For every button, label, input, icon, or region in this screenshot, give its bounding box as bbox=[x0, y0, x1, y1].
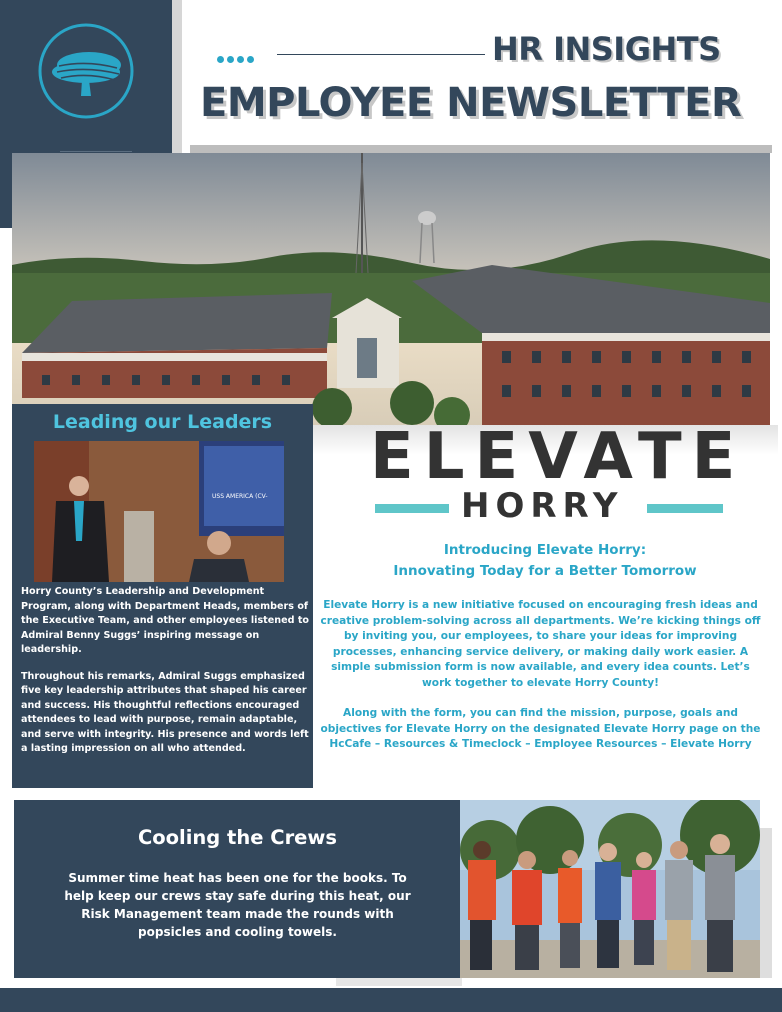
elevate-heading bbox=[320, 540, 770, 582]
cooling-title: Cooling the Crews bbox=[137, 826, 338, 849]
leading-photo bbox=[34, 441, 284, 582]
horry-line-right bbox=[647, 504, 723, 513]
crew-photo-shadow bbox=[758, 828, 772, 978]
header-band bbox=[190, 145, 772, 153]
series-title: HR INSIGHTS bbox=[492, 30, 721, 68]
crew-photo bbox=[460, 800, 760, 978]
elevate-logo: ELEVATE bbox=[370, 420, 746, 494]
cooling-body: Summer time heat has been one for the books. To help keep our crews stay safe during this heat, our Risk Management team made the rounds with popsicles and cooling towels. bbox=[64, 871, 411, 939]
elevate-paragraph: Elevate Horry is a new initiative focused on encouraging fresh ideas and creative problem-solving across all departments. We’re kicking things off by inviting you, our employees, to share your ideas for improving processes, enhancing service delivery, or making daily work easier. A simple submission form is now available, and every idea counts. Let’s work together to elevate Horry County! bbox=[320, 599, 761, 689]
leading-title: Leading our Leaders bbox=[52, 411, 273, 433]
leading-paragraph: Throughout his remarks, Admiral Suggs emphasized five key leadership attributes that shaped his career and success. His thoughtful reflections encouraged attendees to lead with purpose, remain adaptable, and serve with integrity. His presence and words left a lasting impression on all who attended. bbox=[21, 670, 309, 754]
horry-word: HORRY bbox=[461, 486, 624, 526]
masthead-rule bbox=[60, 151, 132, 152]
elevate-heading-line1: Introducing Elevate Horry: bbox=[443, 542, 647, 558]
leading-paragraph: Horry County’s Leadership and Development Program, along with Department Heads, members of the Executive Team, and other employees listened to Admiral Benny Suggs’ inspiring message on leadership. bbox=[21, 586, 309, 655]
header-rule bbox=[277, 54, 485, 55]
horry-line-left bbox=[375, 504, 449, 513]
footer-bar bbox=[0, 988, 782, 1012]
newsletter-title: EMPLOYEE NEWSLETTER bbox=[200, 80, 742, 126]
hero-photo bbox=[12, 153, 770, 425]
screen-caption: USS AMERICA (CV- bbox=[212, 493, 268, 500]
elevate-body bbox=[318, 598, 763, 768]
horry-logo bbox=[375, 486, 723, 526]
header-dots bbox=[217, 48, 257, 67]
leading-body bbox=[21, 585, 311, 769]
elevate-paragraph: Along with the form, you can find the mission, purpose, goals and objectives for Elevate Horry on the designated Elevate Horry page on the HcCafe – Resources & Timeclock – Employee Resources – Elevate Horry bbox=[320, 707, 761, 750]
elevate-heading-line2: Innovating Today for a Better Tomorrow bbox=[393, 563, 697, 579]
tree-logo-icon bbox=[37, 22, 135, 120]
